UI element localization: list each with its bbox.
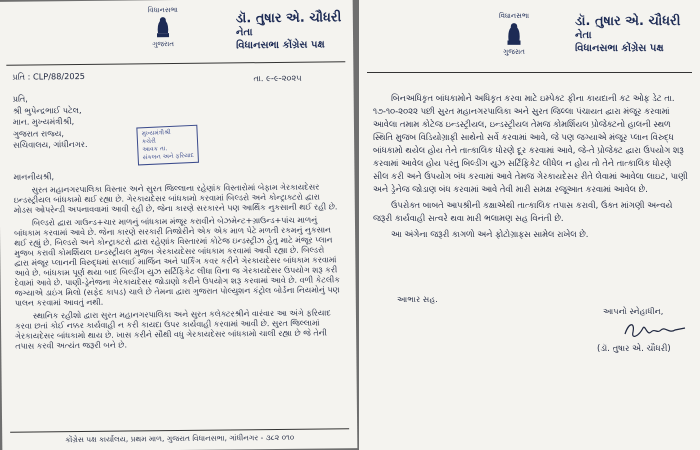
letterhead-title: નેતા bbox=[235, 27, 253, 39]
letter-page-2 bbox=[359, 0, 700, 450]
lion-capital-emblem-icon bbox=[503, 21, 525, 47]
letterhead-org: વિધાનસભા કોંગ્રેસ પક્ષ bbox=[236, 39, 325, 52]
body-paragraph: આ અંગેના જરૂરી કાગળો અને ફોટોગ્રાફ્સ સામેલ રાખેલ છે. bbox=[391, 229, 589, 239]
body-paragraph: બિલ્ડરો દ્વારા ગાઉન્ડ+ચાર માળનું બાંધકામ મંજૂર કરાવીને બેઝમેન્ટ+ગ્રાઉન્ડ+પાંચ માળનું બાંધકામ કરવામાં આવે છે. જેના કારણે સરકારી તિજોરીને એક એક માળ પેટે મળતી રકમનું નુકસાન થઈ રહ્યું છે. બિલ્ડરો અને કોન્ટ્રાક્ટરો દ્વારા રહેણાંક વિસ્તારમાં કોટેજ ઇન્ડસ્ટ્રીઝ હેતુ માટે મંજૂર પ્લાન મુજબ કરાવી કોમર્શિયલ ઇન્ડસ્ટ્રીયલ મુજબ ગેરકાયદેસર બાંધકામ કરવામાં આવી રહ્યા છે. બિલ્ડરો દ્વારા મંજૂર પ્લાનની વિરુદ્ધમાં સપ્લાઈ માર્જિન અને પાર્કિંગ કવર કરીને ગેરકાયદેસર બાંધકામ કરવામાં આવે છે. બાંધકામ પૂર્ણ થયા બાદ બિલ્ડીંગ યુઝ સર્ટિફિકેટ લીધા વિના જ ગેરકાયદેસર ઉપયોગ શરૂ કરી દેવામાં આવે છે. પાણી-ડ્રેનેજના ગેરકાયદેસર જોડાણો કરીને ઉપયોગ શરૂ કરવામાં આવે છે. વળી કેટલીક જગ્યાએ ડાઇંગ મિલો (સફેદ કાપડ) ચાલે છે તેમના દ્વારા ગુજરાત પોલ્યુશન કંટ્રોલ બોર્ડના નિયમોનું પણ પાલન કરવામાં આવતું નથી. bbox=[14, 215, 340, 308]
letterhead-title: નેતા bbox=[575, 30, 592, 41]
signature-icon bbox=[621, 318, 691, 342]
letterhead bbox=[575, 14, 680, 55]
letter-body bbox=[373, 92, 689, 244]
reference-number: પ્રતિ : CLP/88/2025 bbox=[12, 70, 86, 82]
body-paragraph: સ્થાનિક રહીશો દ્વારા સુરત મહાનગરપાલિકા અને સુરત કલેક્ટરશ્રીને વારંવાર આ અંગે ફરિયાદ કરવા છતાં કોઈ નક્કર કાર્યવાહી ન કરી કાયદા ઉપર કાર્યવાહી કરવામાં આવી છે. સુરત જિલ્લામાં ગેરકાયદેસર બાંધકામો થાય છે. ખાસ કરીને સૌથી વધુ ગેરકાયદેસર બાંધકામો ચાલી રહ્યા છે જે તેની તપાસ કરવી અત્યંત જરૂરી બને છે. bbox=[15, 308, 331, 351]
letter-date: તા. ૯-૯-૨૦૨૫ bbox=[253, 72, 302, 84]
body-paragraph: બિનઅધિકૃત બાંધકામોને અધિકૃત કરવા માટે ઇમ્પેક્ટ ફીના કાયદાની કટ ઓફ ડેટ તા. ૧૭-૧૦-૨૦૨૨ પછી સુરત મહાનગરપાલિકા અને સુરત જિલ્લા પંચાયત દ્વારા મંજૂર કરવામાં આવેલા તમામ કોટેજ ઇન્ડસ્ટ્રીયલ, ઇન્ડસ્ટ્રીયલ તેમજ કોમર્શિયલ પ્રોજેક્ટનો હાલની સ્થળ સ્થિતિ મુજબ વિડિયોગ્રાફી સાથેનો સર્વે કરવામાં આવે, જે પણ જગ્યાએ મંજૂર પ્લાન વિરુદ્ધ બાંધકામો થયેલ હોય તેને તાત્કાલિક ધોરણે દૂર કરવામાં આવે, જે-તે પ્રોજેક્ટ દ્વારા ઉપયોગ શરૂ કરવામાં આવેલ હોય પરંતુ બિલ્ડીંગ યુઝ સર્ટિફિકેટ લીધેલ ન હોય તો તેને તાત્કાલિક ધોરણે સીલ કરી અને ઉપયોગ બંધ કરવામાં આવે તેમજ ગેરકાયદેસર રીતે લેવામાં આવેલા લાઇટ, પાણી અને ડ્રેનેજ જોડાણ બંધ કરવામાં આવે તેવી મારી સમક્ષ રજૂઆત કરવામાં આવેલ છે. bbox=[373, 93, 688, 194]
yours-faithfully: આપનો સ્નેહાધીન, bbox=[603, 306, 664, 316]
emblem: વિધાનસભા ગુજરાત bbox=[499, 12, 530, 56]
header-divider bbox=[6, 61, 345, 66]
emblem: વિધાનસભા ગુજરાત bbox=[147, 5, 178, 49]
received-stamp: મુખ્યમંત્રીશ્રી કચેરી આવક તા. સંકલન અને ફરિયાદ bbox=[136, 125, 199, 166]
letter-body bbox=[14, 182, 342, 354]
body-paragraph: સુરત મહાનગરપાલિકા વિસ્તાર અને સુરત જિલ્લાના રહેણાંક વિસ્તારોમાં બેફામ ગેરકાયદેસર ઇન્ડસ્ટ્રીયલ બાંધકામો થઈ રહ્યા છે. ગેરકાયદેસર બાંધકામો કરવામાં બિલ્ડરો અને કોન્ટ્રાક્ટરો દ્વારા મોડસ ઓપરેન્ડી અપનાવવામાં આવી રહી છે, જેના કારણે સરકારને પણ આર્થિક નુકસાની થઈ રહી છે. bbox=[13, 182, 338, 215]
letterhead-name: ડૉ. તુષાર એ. ચૌધરી bbox=[235, 10, 342, 27]
signer-name: (ડૉ. તુષાર એ. ચૌધરી) bbox=[597, 344, 671, 354]
header-divider bbox=[367, 72, 692, 73]
body-paragraph: ઉપરોક્ત બાબતે આપશ્રીની કક્ષાએથી તાત્કાલિક તપાસ કરાવી, ઉક્ત માંગણી અન્વયે જરૂરી કાર્યવાહી સત્વરે થવા મારી ભલામણ સહ વિનંતી છે. bbox=[373, 200, 673, 223]
recipient-block: પ્રતિ, શ્રી ભુપેન્દ્રભાઈ પટેલ, માન. મુખ્યમંત્રીશ્રી, ગુજરાત રાજ્ય, સચિવાલય, ગાંધીનગર. bbox=[12, 93, 88, 150]
salutation: માનનીયશ્રી, bbox=[13, 171, 55, 182]
letterhead-name: ડૉ. તુષાર એ. ચૌધરી bbox=[575, 14, 681, 29]
letterhead-org: વિધાનસભા કોંગ્રેસ પક્ષ bbox=[575, 43, 664, 54]
closing: આભાર સહ. bbox=[397, 294, 438, 304]
letterhead-footer: કોંગ્રેસ પક્ષ કાર્યાલય, પ્રથમ માળ, ગુજરાત વિધાનસભા, ગાંધીનગર - ૩૮૨ ૦૧૦ bbox=[10, 428, 349, 446]
lion-capital-emblem-icon bbox=[153, 15, 173, 39]
letterhead bbox=[236, 10, 342, 52]
